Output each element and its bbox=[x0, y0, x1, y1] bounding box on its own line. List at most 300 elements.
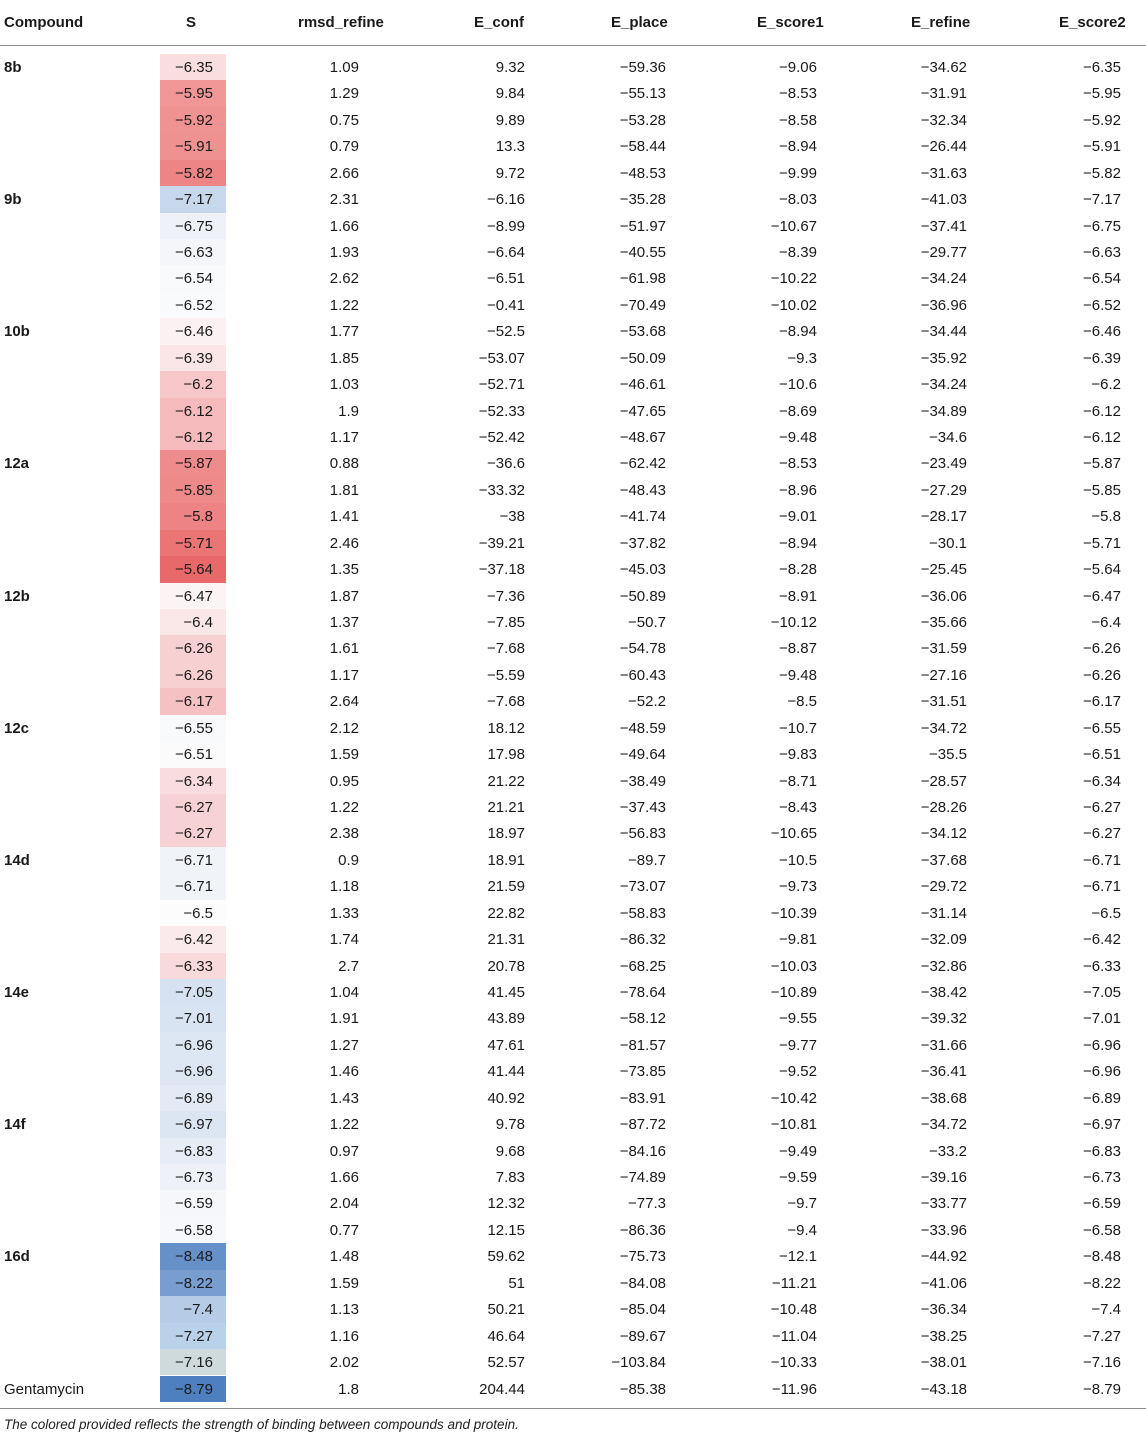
e-score1-value: −8.94 bbox=[779, 138, 817, 156]
rmsd-refine-value: 1.59 bbox=[329, 1274, 359, 1292]
table-row bbox=[0, 556, 1146, 582]
s-value: −6.96 bbox=[175, 1063, 213, 1081]
s-value: −7.05 bbox=[175, 984, 213, 1002]
e-place-value: −68.25 bbox=[619, 957, 666, 975]
s-value: −6.33 bbox=[175, 957, 213, 975]
rmsd-refine-value: 2.46 bbox=[329, 534, 359, 552]
e-refine-value: −44.92 bbox=[920, 1248, 967, 1266]
e-place-value: −103.84 bbox=[611, 1354, 666, 1372]
e-place-value: −37.43 bbox=[619, 799, 666, 817]
e-score2-value: −6.75 bbox=[1083, 217, 1121, 235]
e-score1-value: −10.5 bbox=[779, 851, 817, 869]
e-conf-value: −38 bbox=[499, 508, 525, 526]
e-refine-value: −37.68 bbox=[920, 851, 967, 869]
table-row bbox=[0, 1058, 1146, 1084]
s-value: −6.47 bbox=[175, 587, 213, 605]
e-score1-value: −8.96 bbox=[779, 481, 817, 499]
header-e-refine: E_refine bbox=[911, 14, 971, 31]
e-score2-value: −7.05 bbox=[1083, 984, 1121, 1002]
e-conf-value: 43.89 bbox=[487, 1010, 525, 1028]
table-row bbox=[0, 953, 1146, 979]
e-refine-value: −29.72 bbox=[920, 878, 967, 896]
e-refine-value: −34.44 bbox=[920, 323, 967, 341]
e-place-value: −40.55 bbox=[619, 244, 666, 261]
e-score1-value: −9.81 bbox=[779, 931, 817, 949]
e-conf-value: 20.78 bbox=[487, 957, 525, 975]
rmsd-refine-value: 2.62 bbox=[329, 270, 359, 288]
e-conf-value: 21.59 bbox=[487, 878, 525, 896]
s-value: −6.27 bbox=[175, 825, 213, 843]
rmsd-refine-value: 1.61 bbox=[329, 640, 359, 658]
e-score2-value: −5.95 bbox=[1083, 85, 1121, 103]
s-value: −6.42 bbox=[175, 931, 213, 949]
compound-label: 9b bbox=[4, 191, 22, 209]
table-row bbox=[0, 1005, 1146, 1031]
e-score2-value: −6.42 bbox=[1083, 931, 1121, 949]
table-row bbox=[0, 662, 1146, 688]
s-value: −6.75 bbox=[175, 217, 213, 235]
rmsd-refine-value: 1.8 bbox=[338, 1380, 359, 1398]
e-score2-value: −6.5 bbox=[1091, 904, 1121, 922]
e-score2-value: −6.71 bbox=[1083, 878, 1121, 896]
compound-label: 14e bbox=[4, 984, 30, 1002]
e-score2-value: −6.89 bbox=[1083, 1089, 1121, 1107]
table-row bbox=[0, 741, 1146, 767]
e-score2-value: −6.97 bbox=[1083, 1116, 1121, 1134]
e-refine-value: −31.91 bbox=[920, 85, 967, 103]
s-value: −6.39 bbox=[175, 349, 213, 367]
rmsd-refine-value: 1.59 bbox=[329, 746, 359, 764]
s-value: −6.71 bbox=[175, 851, 213, 869]
e-place-value: −78.64 bbox=[619, 984, 666, 1002]
e-score2-value: −6.55 bbox=[1083, 719, 1121, 737]
table-row bbox=[0, 318, 1146, 344]
rmsd-refine-value: 0.97 bbox=[329, 1142, 359, 1160]
e-score1-value: −9.77 bbox=[779, 1036, 817, 1054]
e-score2-value: −6.2 bbox=[1091, 376, 1121, 394]
e-place-value: −58.44 bbox=[619, 138, 666, 156]
e-conf-value: −39.21 bbox=[478, 534, 525, 552]
s-value: −5.85 bbox=[175, 481, 213, 499]
header-compound: Compound bbox=[4, 14, 84, 31]
e-place-value: −45.03 bbox=[619, 561, 666, 579]
s-value: −5.92 bbox=[175, 111, 213, 129]
e-score1-value: −10.02 bbox=[770, 296, 817, 314]
e-place-value: −61.98 bbox=[619, 270, 666, 288]
e-conf-value: −7.36 bbox=[487, 587, 525, 605]
table-row bbox=[0, 583, 1146, 609]
e-refine-value: −38.01 bbox=[920, 1354, 967, 1372]
table-row bbox=[0, 768, 1146, 794]
e-score1-value: −9.4 bbox=[787, 1221, 817, 1239]
e-refine-value: −23.49 bbox=[920, 455, 967, 473]
table-row bbox=[0, 292, 1146, 318]
e-score1-value: −8.5 bbox=[787, 693, 817, 711]
table-row bbox=[0, 80, 1146, 106]
e-score1-value: −10.48 bbox=[770, 1301, 817, 1319]
e-refine-value: −35.5 bbox=[929, 746, 967, 764]
e-place-value: −85.04 bbox=[619, 1301, 666, 1319]
e-conf-value: 22.82 bbox=[487, 904, 525, 922]
e-refine-value: −31.59 bbox=[920, 640, 967, 658]
rmsd-refine-value: 0.79 bbox=[329, 138, 359, 156]
compound-label: 16d bbox=[4, 1248, 30, 1266]
e-refine-value: −28.26 bbox=[920, 799, 967, 817]
table-row bbox=[0, 107, 1146, 133]
s-value: −6.96 bbox=[175, 1036, 213, 1054]
table-row bbox=[0, 715, 1146, 741]
e-conf-value: −52.42 bbox=[478, 429, 525, 447]
s-value: −8.22 bbox=[175, 1274, 213, 1292]
e-score1-value: −8.91 bbox=[779, 587, 817, 605]
e-score2-value: −8.79 bbox=[1083, 1380, 1121, 1398]
table-row bbox=[0, 1111, 1146, 1137]
e-score2-value: −8.48 bbox=[1083, 1248, 1121, 1266]
rmsd-refine-value: 0.88 bbox=[329, 455, 359, 473]
table-row bbox=[0, 900, 1146, 926]
e-conf-value: 41.45 bbox=[487, 984, 525, 1002]
rmsd-refine-value: 1.13 bbox=[329, 1301, 359, 1319]
e-score2-value: −5.87 bbox=[1083, 455, 1121, 473]
e-conf-value: 9.32 bbox=[495, 59, 525, 76]
e-score2-value: −5.85 bbox=[1083, 481, 1121, 499]
e-refine-value: −27.16 bbox=[920, 666, 967, 684]
e-score2-value: −6.26 bbox=[1083, 666, 1121, 684]
e-score1-value: −8.94 bbox=[779, 534, 817, 552]
e-score2-value: −6.26 bbox=[1083, 640, 1121, 658]
e-conf-value: 18.97 bbox=[487, 825, 525, 843]
e-score1-value: −10.6 bbox=[779, 376, 817, 394]
s-value: −6.12 bbox=[175, 429, 213, 447]
e-refine-value: −38.42 bbox=[920, 984, 967, 1002]
e-score2-value: −7.27 bbox=[1083, 1327, 1121, 1345]
table-row bbox=[0, 635, 1146, 661]
e-score2-value: −5.8 bbox=[1091, 508, 1121, 526]
e-place-value: −49.64 bbox=[619, 746, 666, 764]
e-refine-value: −35.66 bbox=[920, 614, 967, 632]
e-place-value: −38.49 bbox=[619, 772, 666, 790]
e-score1-value: −9.49 bbox=[779, 1142, 817, 1160]
e-score1-value: −9.3 bbox=[787, 349, 817, 367]
e-place-value: −54.78 bbox=[619, 640, 666, 658]
header-s: S bbox=[186, 14, 197, 31]
table-row bbox=[0, 54, 1146, 80]
header-e-score2: E_score2 bbox=[1059, 14, 1126, 31]
e-conf-value: −52.71 bbox=[478, 376, 525, 394]
e-conf-value: −7.85 bbox=[487, 614, 525, 632]
e-conf-value: 21.21 bbox=[487, 799, 525, 817]
e-refine-value: −34.62 bbox=[920, 59, 967, 76]
e-refine-value: −27.29 bbox=[920, 481, 967, 499]
s-value: −6.26 bbox=[175, 666, 213, 684]
table-row bbox=[0, 1376, 1146, 1402]
e-score2-value: −5.64 bbox=[1083, 561, 1121, 579]
e-conf-value: 204.44 bbox=[479, 1380, 525, 1398]
table-row bbox=[0, 398, 1146, 424]
e-refine-value: −34.6 bbox=[929, 429, 967, 447]
e-place-value: −35.28 bbox=[619, 191, 666, 209]
s-value: −7.4 bbox=[183, 1301, 213, 1319]
e-place-value: −60.43 bbox=[619, 666, 666, 684]
e-refine-value: −34.72 bbox=[920, 1116, 967, 1134]
table-row bbox=[0, 1243, 1146, 1269]
e-refine-value: −29.77 bbox=[920, 244, 967, 261]
e-score2-value: −6.4 bbox=[1091, 614, 1121, 632]
e-place-value: −87.72 bbox=[619, 1116, 666, 1134]
table-row bbox=[0, 1349, 1146, 1375]
e-place-value: −52.2 bbox=[628, 693, 666, 711]
table-row bbox=[0, 1190, 1146, 1216]
e-score2-value: −5.91 bbox=[1083, 138, 1121, 156]
table-row bbox=[0, 265, 1146, 291]
e-score2-value: −5.92 bbox=[1083, 111, 1121, 129]
rmsd-refine-value: 1.27 bbox=[329, 1036, 359, 1054]
header-e-place: E_place bbox=[611, 14, 668, 31]
e-score1-value: −9.01 bbox=[779, 508, 817, 526]
compound-label: 12a bbox=[4, 455, 30, 473]
header-e-score1: E_score1 bbox=[757, 14, 824, 31]
rmsd-refine-value: 1.29 bbox=[329, 85, 359, 103]
e-refine-value: −39.32 bbox=[920, 1010, 967, 1028]
s-value: −6.35 bbox=[175, 59, 213, 76]
rmsd-refine-value: 2.66 bbox=[329, 164, 359, 182]
e-refine-value: −33.2 bbox=[929, 1142, 967, 1160]
s-value: −6.73 bbox=[175, 1169, 213, 1187]
s-value: −8.79 bbox=[175, 1380, 213, 1398]
e-place-value: −86.32 bbox=[619, 931, 666, 949]
rmsd-refine-value: 0.77 bbox=[329, 1221, 359, 1239]
s-value: −5.8 bbox=[183, 508, 213, 526]
e-place-value: −86.36 bbox=[619, 1221, 666, 1239]
s-value: −6.46 bbox=[175, 323, 213, 341]
table-row bbox=[0, 926, 1146, 952]
e-conf-value: 46.64 bbox=[487, 1327, 525, 1345]
table-row bbox=[0, 530, 1146, 556]
e-place-value: −73.85 bbox=[619, 1063, 666, 1081]
e-score1-value: −11.21 bbox=[771, 1274, 817, 1292]
rmsd-refine-value: 2.12 bbox=[329, 719, 359, 737]
e-score2-value: −6.12 bbox=[1083, 429, 1121, 447]
table-row bbox=[0, 213, 1146, 239]
e-score1-value: −12.1 bbox=[779, 1248, 817, 1266]
table-row bbox=[0, 873, 1146, 899]
e-place-value: −48.67 bbox=[619, 429, 666, 447]
e-score2-value: −6.17 bbox=[1083, 693, 1121, 711]
e-conf-value: −8.99 bbox=[487, 217, 525, 235]
e-refine-value: −38.68 bbox=[920, 1089, 967, 1107]
s-value: −7.17 bbox=[175, 191, 213, 209]
e-refine-value: −31.51 bbox=[920, 693, 967, 711]
e-refine-value: −35.92 bbox=[920, 349, 967, 367]
e-score2-value: −6.33 bbox=[1083, 957, 1121, 975]
rmsd-refine-value: 1.93 bbox=[329, 244, 359, 261]
e-score2-value: −6.27 bbox=[1083, 825, 1121, 843]
s-value: −5.91 bbox=[175, 138, 213, 156]
e-score1-value: −8.69 bbox=[779, 402, 817, 420]
e-score2-value: −8.22 bbox=[1083, 1274, 1121, 1292]
e-score1-value: −10.03 bbox=[770, 957, 817, 975]
e-score2-value: −6.12 bbox=[1083, 402, 1121, 420]
e-place-value: −73.07 bbox=[619, 878, 666, 896]
table-row bbox=[0, 1270, 1146, 1296]
e-place-value: −70.49 bbox=[619, 296, 666, 314]
e-refine-value: −34.24 bbox=[920, 270, 967, 288]
e-refine-value: −43.18 bbox=[920, 1380, 967, 1398]
e-place-value: −58.12 bbox=[619, 1010, 666, 1028]
e-score1-value: −8.53 bbox=[779, 455, 817, 473]
e-place-value: −53.28 bbox=[619, 111, 666, 129]
e-conf-value: 59.62 bbox=[487, 1248, 525, 1266]
compound-label: 12b bbox=[4, 587, 30, 605]
e-conf-value: −7.68 bbox=[487, 640, 525, 658]
e-score2-value: −7.01 bbox=[1083, 1010, 1121, 1028]
e-conf-value: −52.33 bbox=[478, 402, 525, 420]
rmsd-refine-value: 1.66 bbox=[329, 1169, 359, 1187]
rmsd-refine-value: 1.09 bbox=[329, 59, 359, 76]
e-refine-value: −28.57 bbox=[920, 772, 967, 790]
e-refine-value: −36.34 bbox=[920, 1301, 967, 1319]
rmsd-refine-value: 1.9 bbox=[338, 402, 359, 420]
table-row bbox=[0, 371, 1146, 397]
table-row bbox=[0, 345, 1146, 371]
rmsd-refine-value: 1.74 bbox=[329, 931, 359, 949]
e-score1-value: −9.73 bbox=[779, 878, 817, 896]
e-score2-value: −6.71 bbox=[1083, 851, 1121, 869]
s-value: −6.83 bbox=[175, 1142, 213, 1160]
e-conf-value: −52.5 bbox=[487, 323, 525, 341]
e-place-value: −50.89 bbox=[619, 587, 666, 605]
e-place-value: −55.13 bbox=[619, 85, 666, 103]
e-conf-value: 21.22 bbox=[487, 772, 525, 790]
e-conf-value: 41.44 bbox=[487, 1063, 525, 1081]
e-conf-value: 9.78 bbox=[495, 1116, 525, 1134]
rmsd-refine-value: 1.37 bbox=[329, 614, 359, 632]
table-row bbox=[0, 820, 1146, 846]
e-score2-value: −6.46 bbox=[1083, 323, 1121, 341]
e-score2-value: −6.34 bbox=[1083, 772, 1121, 790]
e-score1-value: −10.33 bbox=[770, 1354, 817, 1372]
e-score1-value: −10.67 bbox=[770, 217, 817, 235]
e-conf-value: −6.16 bbox=[487, 191, 525, 209]
e-place-value: −74.89 bbox=[619, 1169, 666, 1187]
e-score1-value: −11.96 bbox=[771, 1380, 817, 1398]
e-place-value: −83.91 bbox=[619, 1089, 666, 1107]
e-conf-value: 47.61 bbox=[487, 1036, 525, 1054]
e-place-value: −84.08 bbox=[619, 1274, 666, 1292]
s-value: −6.17 bbox=[175, 693, 213, 711]
rmsd-refine-value: 1.17 bbox=[329, 666, 359, 684]
s-value: −6.63 bbox=[175, 244, 213, 261]
e-place-value: −59.36 bbox=[619, 59, 666, 76]
e-refine-value: −36.96 bbox=[920, 296, 967, 314]
e-conf-value: −6.51 bbox=[487, 270, 525, 288]
e-conf-value: −6.64 bbox=[487, 244, 525, 261]
s-value: −6.89 bbox=[175, 1089, 213, 1107]
e-score1-value: −8.87 bbox=[779, 640, 817, 658]
e-refine-value: −25.45 bbox=[920, 561, 967, 579]
e-refine-value: −41.03 bbox=[920, 191, 967, 209]
e-place-value: −51.97 bbox=[619, 217, 666, 235]
e-score2-value: −5.71 bbox=[1083, 534, 1121, 552]
rmsd-refine-value: 1.22 bbox=[329, 799, 359, 817]
e-score1-value: −10.7 bbox=[779, 719, 817, 737]
s-value: −7.16 bbox=[175, 1354, 213, 1372]
e-score1-value: −8.28 bbox=[779, 561, 817, 579]
rmsd-refine-value: 1.35 bbox=[329, 561, 359, 579]
s-value: −6.55 bbox=[175, 719, 213, 737]
e-score2-value: −6.39 bbox=[1083, 349, 1121, 367]
s-value: −6.58 bbox=[175, 1221, 213, 1239]
e-refine-value: −30.1 bbox=[929, 534, 967, 552]
e-conf-value: −7.68 bbox=[487, 693, 525, 711]
e-score2-value: −7.17 bbox=[1083, 191, 1121, 209]
table-bottom-rule bbox=[0, 1408, 1146, 1409]
rmsd-refine-value: 1.33 bbox=[329, 904, 359, 922]
s-value: −7.27 bbox=[175, 1327, 213, 1345]
table-row bbox=[0, 609, 1146, 635]
table-row bbox=[0, 1296, 1146, 1322]
table-row bbox=[0, 1323, 1146, 1349]
table-row bbox=[0, 1085, 1146, 1111]
rmsd-refine-value: 2.7 bbox=[338, 957, 359, 975]
s-value: −5.64 bbox=[175, 561, 213, 579]
e-refine-value: −34.72 bbox=[920, 719, 967, 737]
s-value: −6.71 bbox=[175, 878, 213, 896]
s-value: −6.5 bbox=[183, 904, 213, 922]
rmsd-refine-value: 1.81 bbox=[329, 481, 359, 499]
table-row bbox=[0, 160, 1146, 186]
e-score2-value: −6.63 bbox=[1083, 244, 1121, 261]
e-conf-value: 9.89 bbox=[495, 111, 525, 129]
s-value: −6.54 bbox=[175, 270, 213, 288]
table-row bbox=[0, 979, 1146, 1005]
e-score2-value: −6.83 bbox=[1083, 1142, 1121, 1160]
e-score1-value: −10.65 bbox=[770, 825, 817, 843]
e-conf-value: 12.15 bbox=[487, 1221, 525, 1239]
e-score1-value: −8.43 bbox=[779, 799, 817, 817]
table-row bbox=[0, 133, 1146, 159]
compound-label: 14d bbox=[4, 851, 30, 869]
table-header bbox=[0, 0, 1146, 46]
e-score2-value: −7.4 bbox=[1091, 1301, 1121, 1319]
rmsd-refine-value: 1.91 bbox=[329, 1010, 359, 1028]
s-value: −5.87 bbox=[175, 455, 213, 473]
e-refine-value: −31.14 bbox=[920, 904, 967, 922]
e-place-value: −50.09 bbox=[619, 349, 666, 367]
e-score1-value: −9.7 bbox=[787, 1195, 817, 1213]
rmsd-refine-value: 1.16 bbox=[329, 1327, 359, 1345]
s-value: −5.71 bbox=[175, 534, 213, 552]
e-score1-value: −9.59 bbox=[779, 1169, 817, 1187]
e-score2-value: −6.96 bbox=[1083, 1036, 1121, 1054]
compound-label: 8b bbox=[4, 59, 22, 76]
e-conf-value: 50.21 bbox=[487, 1301, 525, 1319]
e-conf-value: 9.68 bbox=[495, 1142, 525, 1160]
table-row bbox=[0, 688, 1146, 714]
rmsd-refine-value: 0.75 bbox=[329, 111, 359, 129]
e-conf-value: 13.3 bbox=[495, 138, 525, 156]
s-value: −5.95 bbox=[175, 85, 213, 103]
e-place-value: −48.53 bbox=[619, 164, 666, 182]
e-refine-value: −38.25 bbox=[920, 1327, 967, 1345]
e-score2-value: −6.51 bbox=[1083, 746, 1121, 764]
rmsd-refine-value: 1.18 bbox=[329, 878, 359, 896]
e-conf-value: −33.32 bbox=[478, 481, 525, 499]
e-conf-value: −37.18 bbox=[478, 561, 525, 579]
s-value: −5.82 bbox=[175, 164, 213, 182]
s-value: −8.48 bbox=[175, 1248, 213, 1266]
e-conf-value: 9.84 bbox=[495, 85, 525, 103]
